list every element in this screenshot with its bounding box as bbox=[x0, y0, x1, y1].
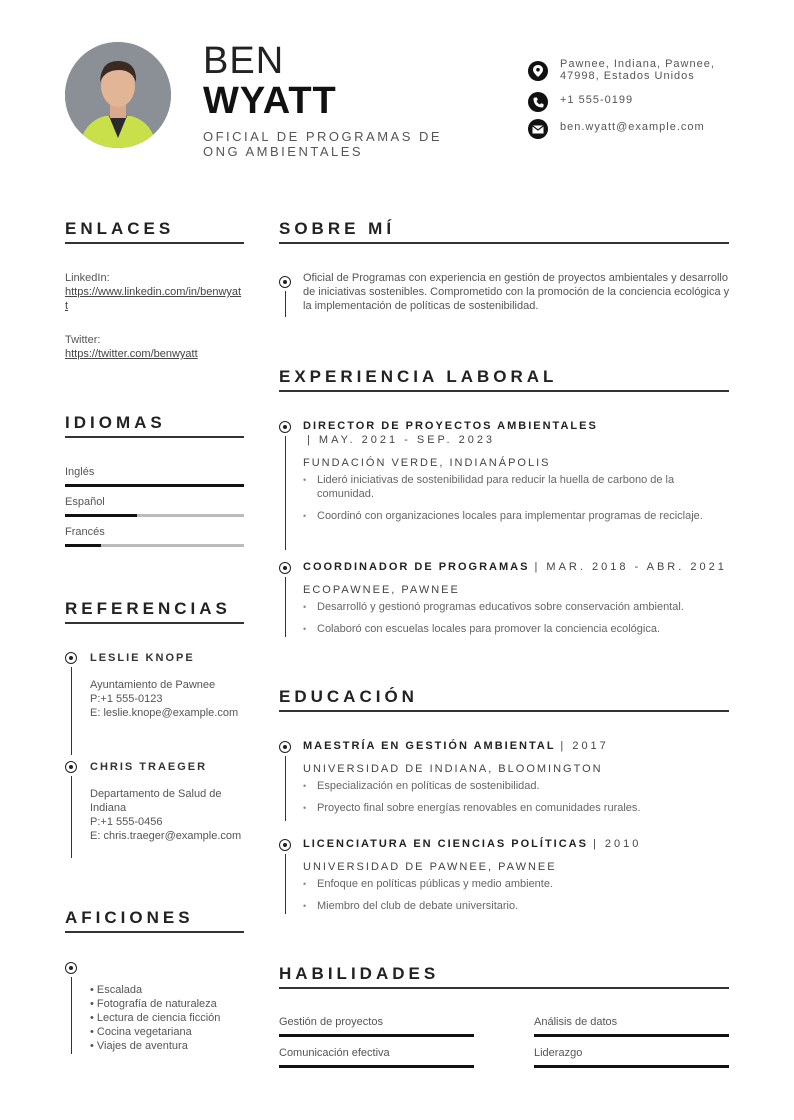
skill-item bbox=[279, 1016, 474, 1037]
hobbies-heading: AFICIONES bbox=[65, 908, 194, 927]
experience-line bbox=[285, 577, 286, 637]
experience-org: FUNDACIÓN VERDE, INDIANÁPOLIS bbox=[303, 457, 551, 469]
skill-name: Liderazgo bbox=[534, 1047, 583, 1059]
experience-bullets bbox=[303, 473, 723, 523]
hobby-item: • Escalada bbox=[90, 984, 143, 996]
reference-details bbox=[90, 678, 245, 720]
language-level-bar bbox=[65, 484, 244, 487]
language-level-track bbox=[65, 544, 244, 547]
twitter-block bbox=[65, 333, 244, 361]
reference-line bbox=[71, 667, 72, 755]
experience-heading: EXPERIENCIA LABORAL bbox=[279, 367, 558, 386]
education-title: LICENCIATURA EN CIENCIAS POLÍTICAS bbox=[303, 838, 588, 850]
phone-icon bbox=[528, 92, 548, 112]
experience-dot bbox=[279, 562, 291, 574]
reference-line bbox=[71, 776, 72, 858]
reference-phone: P:+1 555-0123 bbox=[90, 693, 163, 705]
skill-level-bar bbox=[534, 1065, 729, 1068]
education-org: UNIVERSIDAD DE INDIANA, BLOOMINGTON bbox=[303, 763, 603, 775]
reference-name: LESLIE KNOPE bbox=[90, 652, 195, 664]
education-dates: | 2010 bbox=[593, 838, 642, 850]
reference-dot bbox=[65, 761, 77, 773]
languages-heading: IDIOMAS bbox=[65, 413, 166, 432]
experience-org: ECOPAWNEE, PAWNEE bbox=[303, 584, 460, 596]
linkedin-label: LinkedIn: bbox=[65, 272, 110, 284]
education-rule bbox=[279, 710, 729, 712]
skill-item bbox=[534, 1047, 729, 1068]
language-level-bar bbox=[65, 514, 137, 517]
experience-dot bbox=[279, 421, 291, 433]
language-item bbox=[65, 495, 244, 525]
language-level-bar bbox=[65, 544, 101, 547]
education-dates: | 2017 bbox=[560, 740, 609, 752]
skill-name: Comunicación efectiva bbox=[279, 1047, 390, 1059]
education-line bbox=[285, 756, 286, 821]
links-rule bbox=[65, 242, 244, 244]
hobby-item: • Lectura de ciencia ficción bbox=[90, 1012, 221, 1024]
skill-name: Análisis de datos bbox=[534, 1016, 618, 1028]
experience-bullet: • Desarrolló y gestionó programas educativos sobre conservación ambiental. bbox=[303, 600, 723, 614]
reference-email: E: leslie.knope@example.com bbox=[90, 707, 239, 719]
skills-heading: HABILIDADES bbox=[279, 964, 440, 983]
twitter-label: Twitter: bbox=[65, 334, 101, 346]
profile-photo bbox=[65, 42, 171, 148]
hobbies-dot bbox=[65, 962, 77, 974]
skills-rule bbox=[279, 987, 729, 989]
education-bullet: • Enfoque en políticas públicas y medio ambiente. bbox=[303, 877, 723, 891]
experience-bullet: • Lideró iniciativas de sostenibilidad para reducir la huella de carbono de la comunidad. bbox=[303, 473, 723, 501]
links-heading: ENLACES bbox=[65, 219, 175, 238]
reference-org: Departamento de Salud de Indiana bbox=[90, 788, 222, 814]
experience-bullet: • Colaboró con escuelas locales para promover la conciencia ecológica. bbox=[303, 622, 723, 636]
hobbies-list bbox=[90, 983, 220, 1053]
language-list bbox=[65, 465, 244, 555]
about-heading: SOBRE MÍ bbox=[279, 219, 396, 238]
language-name: Francés bbox=[65, 526, 105, 538]
skill-level-bar bbox=[279, 1034, 474, 1037]
education-title-line bbox=[303, 838, 641, 850]
experience-title: COORDINADOR DE PROGRAMAS bbox=[303, 561, 530, 573]
reference-email: E: chris.traeger@example.com bbox=[90, 830, 242, 842]
linkedin-link[interactable]: https://www.linkedin.com/in/benwyatt bbox=[65, 286, 242, 312]
address-text: Pawnee, Indiana, Pawnee, 47998, Estados Unidos bbox=[560, 58, 715, 82]
about-rule bbox=[279, 242, 729, 244]
reference-name: CHRIS TRAEGER bbox=[90, 761, 208, 773]
languages-rule bbox=[65, 436, 244, 438]
education-title: MAESTRÍA EN GESTIÓN AMBIENTAL bbox=[303, 740, 556, 752]
education-heading: EDUCACIÓN bbox=[279, 687, 418, 706]
language-name: Español bbox=[65, 496, 105, 508]
education-bullets bbox=[303, 779, 723, 815]
first-name: BEN bbox=[203, 40, 285, 82]
about-text: Oficial de Programas con experiencia en gestión de proyectos ambientales y desarrollo de iniciativas sostenibles. Comprometido con la promoción de la conciencia ecológica y la implementación de políticas de sostenibilidad. bbox=[303, 272, 730, 312]
experience-title-line bbox=[303, 561, 727, 573]
language-item bbox=[65, 465, 244, 495]
phone-text: +1 555-0199 bbox=[560, 94, 634, 106]
skill-item bbox=[279, 1047, 474, 1068]
skill-name: Gestión de proyectos bbox=[279, 1016, 383, 1028]
language-level-track bbox=[65, 484, 244, 487]
hobby-item: • Cocina vegetariana bbox=[90, 1026, 192, 1038]
location-pin-icon bbox=[528, 61, 548, 81]
references-rule bbox=[65, 622, 244, 624]
about-line bbox=[285, 291, 286, 317]
experience-rule bbox=[279, 390, 729, 392]
reference-details bbox=[90, 787, 245, 843]
hobby-item: • Fotografía de naturaleza bbox=[90, 998, 217, 1010]
envelope-icon bbox=[528, 119, 548, 139]
education-title-line bbox=[303, 740, 609, 752]
experience-bullets bbox=[303, 600, 723, 636]
experience-line bbox=[285, 436, 286, 550]
education-bullet: • Especialización en políticas de sostenibilidad. bbox=[303, 779, 723, 793]
contact-email bbox=[528, 119, 730, 139]
education-dot bbox=[279, 839, 291, 851]
last-name: WYATT bbox=[203, 80, 337, 122]
education-line bbox=[285, 854, 286, 914]
contact-address bbox=[528, 58, 730, 82]
skills-grid bbox=[279, 1016, 729, 1076]
language-item bbox=[65, 525, 244, 555]
education-bullets bbox=[303, 877, 723, 913]
about-dot bbox=[279, 276, 291, 288]
linkedin-block bbox=[65, 271, 244, 313]
reference-org: Ayuntamiento de Pawnee bbox=[90, 679, 216, 691]
education-bullet: • Miembro del club de debate universitario. bbox=[303, 899, 723, 913]
hobbies-rule bbox=[65, 931, 244, 933]
skill-item bbox=[534, 1016, 729, 1037]
email-text[interactable]: ben.wyatt@example.com bbox=[560, 121, 705, 133]
skill-level-bar bbox=[534, 1034, 729, 1037]
reference-dot bbox=[65, 652, 77, 664]
references-heading: REFERENCIAS bbox=[65, 599, 231, 618]
experience-dates bbox=[307, 434, 495, 446]
hobby-item: • Viajes de aventura bbox=[90, 1040, 188, 1052]
experience-bullet: • Coordinó con organizaciones locales para implementar programas de reciclaje. bbox=[303, 509, 723, 523]
language-level-track bbox=[65, 514, 244, 517]
skill-level-bar bbox=[279, 1065, 474, 1068]
reference-phone: P:+1 555-0456 bbox=[90, 816, 163, 828]
job-title: OFICIAL DE PROGRAMAS DE ONG AMBIENTALES bbox=[203, 129, 443, 159]
contact-phone bbox=[528, 92, 730, 112]
experience-title: DIRECTOR DE PROYECTOS AMBIENTALES bbox=[303, 420, 598, 432]
twitter-link[interactable]: https://twitter.com/benwyatt bbox=[65, 348, 198, 360]
education-bullet: • Proyecto final sobre energías renovables en comunidades rurales. bbox=[303, 801, 723, 815]
language-name: Inglés bbox=[65, 466, 95, 478]
experience-dates: | MAR. 2018 - ABR. 2021 bbox=[534, 561, 727, 573]
education-org: UNIVERSIDAD DE PAWNEE, PAWNEE bbox=[303, 861, 557, 873]
experience-dates-text: | MAY. 2021 - SEP. 2023 bbox=[307, 434, 496, 446]
hobbies-line bbox=[71, 977, 72, 1054]
education-dot bbox=[279, 741, 291, 753]
